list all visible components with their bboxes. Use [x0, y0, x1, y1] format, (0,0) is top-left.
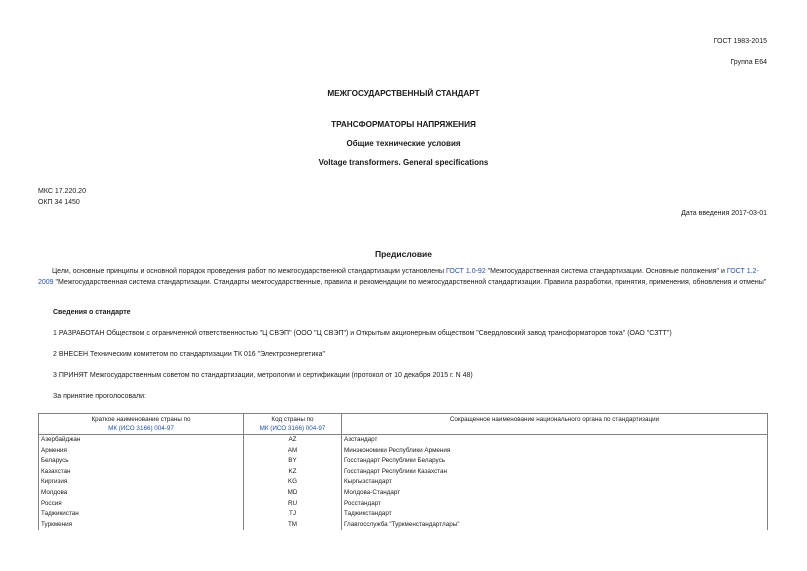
code-cell: TJ — [244, 509, 342, 520]
foreword-paragraph — [38, 266, 769, 288]
standards-body-cell: Азстандарт — [342, 435, 768, 446]
country-cell: Казахстан — [39, 467, 244, 478]
code-cell: MD — [244, 488, 342, 499]
country-cell: Беларусь — [39, 456, 244, 467]
standard-kind: МЕЖГОСУДАРСТВЕННЫЙ СТАНДАРТ — [327, 89, 480, 98]
code-cell: KG — [244, 477, 342, 488]
table-row — [39, 435, 768, 446]
foreword-heading: Предисловие — [374, 249, 433, 259]
mks-code: МКС 17.220.20 — [38, 188, 86, 195]
standards-body-cell: Госстандарт Республики Казахстан — [342, 467, 768, 478]
gost-1-2-2009-link[interactable]: ГОСТ 1.2-2009 — [38, 268, 759, 286]
country-cell: Киргизия — [39, 477, 244, 488]
table-header-row — [39, 414, 768, 435]
gost-1-0-92-link[interactable]: ГОСТ 1.0-92 — [445, 268, 486, 275]
foreword-text-3: "Межгосударственная система стандартизации. Стандарты межгосударственные, правила и рекомендации по межгосударственной стандартизации. Правила разработки, принятия, применения, обновления и отмены" — [53, 279, 767, 286]
table-row — [39, 456, 768, 467]
code-cell: TM — [244, 520, 342, 531]
header-country — [39, 414, 244, 435]
foreword-text-1: Цели, основные принципы и основной порядок проведения работ по межгосударственной стандартизации установлены — [52, 268, 446, 275]
code-cell: RU — [244, 499, 342, 510]
code-cell: AZ — [244, 435, 342, 446]
okp-code: ОКП 34 1450 — [38, 199, 80, 206]
table-row — [39, 467, 768, 478]
country-cell: Молдова — [39, 488, 244, 499]
table-row — [39, 477, 768, 488]
standards-body-cell: Таджикстандарт — [342, 509, 768, 520]
header-code-link[interactable]: МК (ИСО 3166) 004-97 — [259, 425, 326, 432]
about-item-1: 1 РАЗРАБОТАН Обществом с ограниченной ответственностью "Ц СВЭП" (ООО "Ц СВЭП") и Открытым акционерным обществом "Свердловский завод трансформаторов тока" (ОАО "СЗТТ") — [53, 330, 672, 337]
header-code-line1: Код страны по — [271, 416, 314, 423]
standards-body-cell: Минэкономики Республики Армения — [342, 446, 768, 457]
table-row — [39, 499, 768, 510]
header-country-line1: Краткое наименование страны по — [91, 416, 191, 423]
doc-group: Группа Е64 — [730, 59, 767, 66]
member-countries-table — [38, 413, 768, 530]
foreword-text-2: "Межгосударственная система стандартизации. Основные положения" и — [485, 268, 727, 275]
standards-body-cell: Росстандарт — [342, 499, 768, 510]
document-title-en: Voltage transformers. General specifications — [318, 158, 489, 167]
table-row — [39, 488, 768, 499]
code-cell: KZ — [244, 467, 342, 478]
country-cell: Туркмения — [39, 520, 244, 531]
standards-body-cell: Главгосслужба "Туркменстандартлары" — [342, 520, 768, 531]
country-cell: Азербайджан — [39, 435, 244, 446]
standards-body-cell: Госстандарт Республики Беларусь — [342, 456, 768, 467]
standards-body-cell: Кыргызстандарт — [342, 477, 768, 488]
effective-date: Дата введения 2017-03-01 — [681, 210, 767, 217]
header-code — [244, 414, 342, 435]
doc-id: ГОСТ 1983-2015 — [713, 38, 767, 45]
standards-body-cell: Молдова-Стандарт — [342, 488, 768, 499]
about-item-3: 3 ПРИНЯТ Межгосударственным советом по стандартизации, метрологии и сертификации (протокол от 10 декабря 2015 г. N 48) — [53, 372, 473, 379]
table-row — [39, 446, 768, 457]
about-heading: Сведения о стандарте — [53, 309, 131, 316]
about-item-2: 2 ВНЕСЕН Техническим комитетом по стандартизации ТК 016 "Электроэнергетика" — [53, 351, 325, 358]
country-cell: Россия — [39, 499, 244, 510]
header-body: Сокращенное наименование национального органа по стандартизации — [342, 414, 768, 435]
document-subtitle: Общие технические условия — [346, 139, 461, 148]
table-row — [39, 520, 768, 531]
country-cell: Армения — [39, 446, 244, 457]
voted-label: За принятие проголосовали: — [53, 393, 146, 400]
country-cell: Таджикистан — [39, 509, 244, 520]
code-cell: BY — [244, 456, 342, 467]
code-cell: AM — [244, 446, 342, 457]
table-row — [39, 509, 768, 520]
header-country-link[interactable]: МК (ИСО 3166) 004-97 — [108, 425, 174, 432]
document-title: ТРАНСФОРМАТОРЫ НАПРЯЖЕНИЯ — [331, 120, 476, 129]
